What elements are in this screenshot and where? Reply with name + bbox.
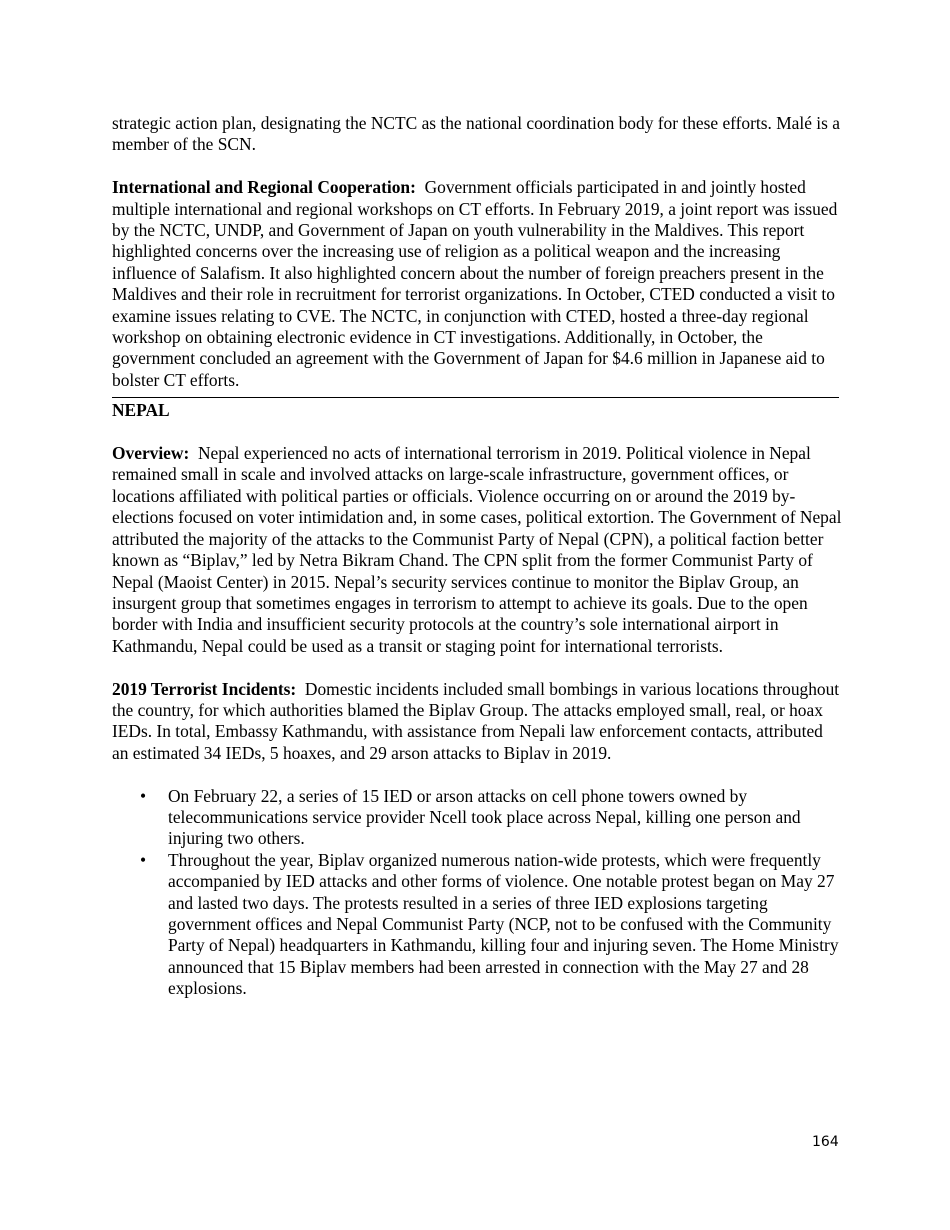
incidents-heading: 2019 Terrorist Incidents: bbox=[112, 678, 297, 699]
incident-list bbox=[112, 786, 842, 1000]
page-number: 164 bbox=[812, 1134, 839, 1150]
section-divider bbox=[112, 397, 839, 398]
continuation-paragraph bbox=[112, 113, 842, 156]
list-item bbox=[112, 786, 842, 850]
list-item-text: Throughout the year, Biplav organized numerous nation-wide protests, which were frequently accompanied by IED attacks and other forms of violence. One notable protest began on May 27 and lasted two days. The protests resulted in a series of three IED explosions targeting government offices and Nepal Communist Party (NCP, not to be confused with the Community Party of Nepal) headquarters in Kathmandu, killing four and injuring seven. The Home Ministry announced that 15 Biplav members had been arrested in connection with the May 27 and 28 explosions. bbox=[168, 849, 839, 999]
overview-heading: Overview: bbox=[112, 443, 190, 464]
list-item-text: On February 22, a series of 15 IED or arson attacks on cell phone towers owned by telecommunications service provider Ncell took place across Nepal, killing one person and injuring two others. bbox=[168, 785, 801, 849]
incidents-text: Domestic incidents included small bombings in various locations throughout the country, for which authorities blamed the Biplav Group. The attacks employed small, real, or hoax IEDs. In total, Embassy Kathmandu, with assistance from Nepali law enforcement contacts, attributed an estimated 34 IEDs, 5 hoaxes, and 29 arson attacks to Biplav in 2019. bbox=[112, 678, 840, 763]
bullet-marker: • bbox=[140, 849, 147, 870]
bullet-marker: • bbox=[140, 785, 147, 806]
overview-paragraph bbox=[112, 443, 842, 657]
cooperation-text: Government officials participated in and jointly hosted multiple international and regional workshops on CT efforts. In February 2019, a joint report was issued by the NCTC, UNDP, and Government of Japan on youth vulnerability in the Maldives. This report highlighted concerns over the increasing use of religion as a political weapon and the increasing influence of Salafism. It also highlighted concern about the number of foreign preachers present in the Maldives and their role in recruitment for terrorist organizations. In October, CTED conducted a visit to examine issues relating to CVE. The NCTC, in conjunction with CTED, hosted a three-day regional workshop on obtaining electronic evidence in CT investigations. Additionally, in October, the government concluded an agreement with the Government of Japan for $4.6 million in Japanese aid to bolster CT efforts. bbox=[112, 177, 838, 390]
cooperation-paragraph bbox=[112, 177, 842, 391]
document-body bbox=[112, 113, 842, 1000]
cooperation-heading: International and Regional Cooperation: bbox=[112, 177, 416, 198]
incidents-paragraph bbox=[112, 679, 842, 765]
overview-text: Nepal experienced no acts of international terrorism in 2019. Political violence in Nepal remained small in scale and involved attacks on large-scale infrastructure, government offices, or locations affiliated with political parties or officials. Violence occurring on or around the 2019 by-elections focused on voter intimidation and, in some cases, political extortion. The Government of Nepal attributed the majority of the attacks to the Communist Party of Nepal (CPN), a political faction better known as “Biplav,” led by Netra Bikram Chand. The CPN split from the former Communist Party of Nepal (Maoist Center) in 2015. Nepal’s security services continue to monitor the Biplav Group, an insurgent group that sometimes engages in terrorism to attempt to achieve its goals. Due to the open border with India and insufficient security protocols at the country’s sole international airport in Kathmandu, Nepal could be used as a transit or staging point for international terrorists. bbox=[112, 443, 842, 656]
list-item bbox=[112, 850, 842, 1000]
continuation-text: strategic action plan, designating the NCTC as the national coordination body for these efforts. Malé is a member of the SCN. bbox=[112, 113, 840, 155]
section-title: NEPAL bbox=[112, 400, 170, 421]
